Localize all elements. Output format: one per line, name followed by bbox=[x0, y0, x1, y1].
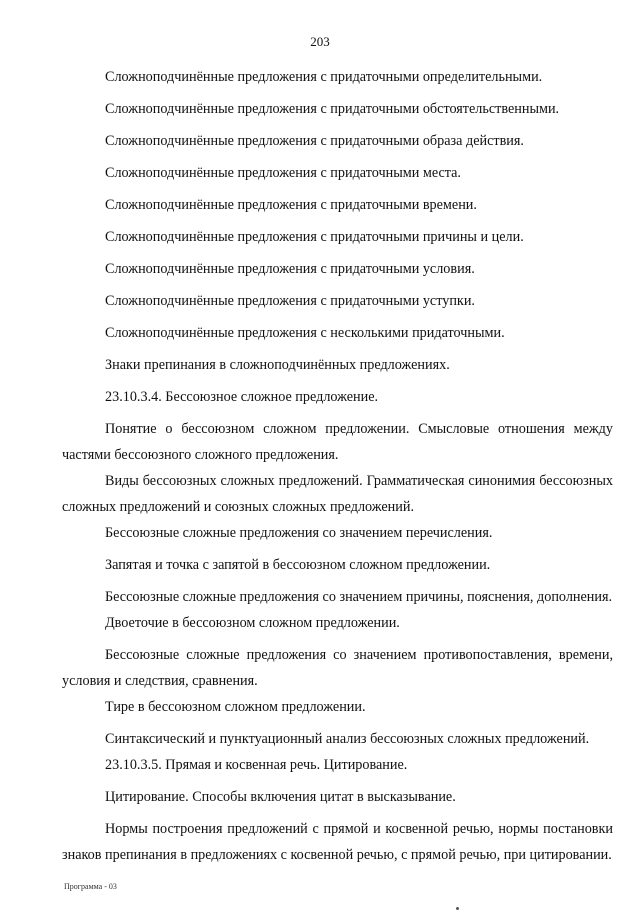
paragraph: Запятая и точка с запятой в бессоюзном сложном предложении. bbox=[105, 557, 491, 573]
paragraph: Тире в бессоюзном сложном предложении. bbox=[105, 699, 366, 715]
paragraph: Синтаксический и пунктуационный анализ бессоюзных сложных предложений. bbox=[105, 731, 590, 747]
paragraph: Бессоюзные сложные предложения со значением противопоставления, времени, условия и следствия, сравнения. bbox=[62, 647, 613, 689]
paragraph: Сложноподчинённые предложения с придаточными определительными. bbox=[105, 69, 543, 85]
page-body bbox=[62, 64, 613, 868]
paragraph: Сложноподчинённые предложения с придаточными места. bbox=[105, 165, 461, 181]
paragraph: Бессоюзные сложные предложения со значением причины, пояснения, дополнения. bbox=[105, 589, 613, 605]
paragraph: Сложноподчинённые предложения с придаточными обстоятельственными. bbox=[105, 101, 560, 117]
paragraph: Двоеточие в бессоюзном сложном предложении. bbox=[105, 615, 400, 631]
paragraph: Сложноподчинённые предложения с придаточными причины и цели. bbox=[105, 229, 524, 245]
paragraph: Знаки препинания в сложноподчинённых предложениях. bbox=[105, 357, 450, 373]
section-heading: 23.10.3.5. Прямая и косвенная речь. Цитирование. bbox=[105, 757, 408, 773]
paragraph: Виды бессоюзных сложных предложений. Грамматическая синонимия бессоюзных сложных предложений и союзных сложных предложений. bbox=[62, 473, 613, 515]
paragraph: Сложноподчинённые предложения с придаточными уступки. bbox=[105, 293, 475, 309]
scan-artifact-dot bbox=[456, 907, 459, 910]
paragraph: Сложноподчинённые предложения с придаточными образа действия. bbox=[105, 133, 524, 149]
page-number: 203 bbox=[310, 34, 330, 49]
paragraph: Цитирование. Способы включения цитат в высказывание. bbox=[105, 789, 456, 805]
paragraph: Понятие о бессоюзном сложном предложении. Смысловые отношения между частями бессоюзного сложного предложения. bbox=[62, 421, 613, 463]
paragraph: Сложноподчинённые предложения с придаточными условия. bbox=[105, 261, 475, 277]
paragraph: Бессоюзные сложные предложения со значением перечисления. bbox=[105, 525, 493, 541]
section-heading: 23.10.3.4. Бессоюзное сложное предложение. bbox=[105, 389, 379, 405]
paragraph: Сложноподчинённые предложения с придаточными времени. bbox=[105, 197, 477, 213]
paragraph: Нормы построения предложений с прямой и косвенной речью, нормы постановки знаков препинания в предложениях с косвенной речью, с прямой речью, при цитировании. bbox=[62, 821, 613, 863]
paragraph: Сложноподчинённые предложения с несколькими придаточными. bbox=[105, 325, 505, 341]
page-footer: Программа - 03 bbox=[64, 882, 117, 891]
